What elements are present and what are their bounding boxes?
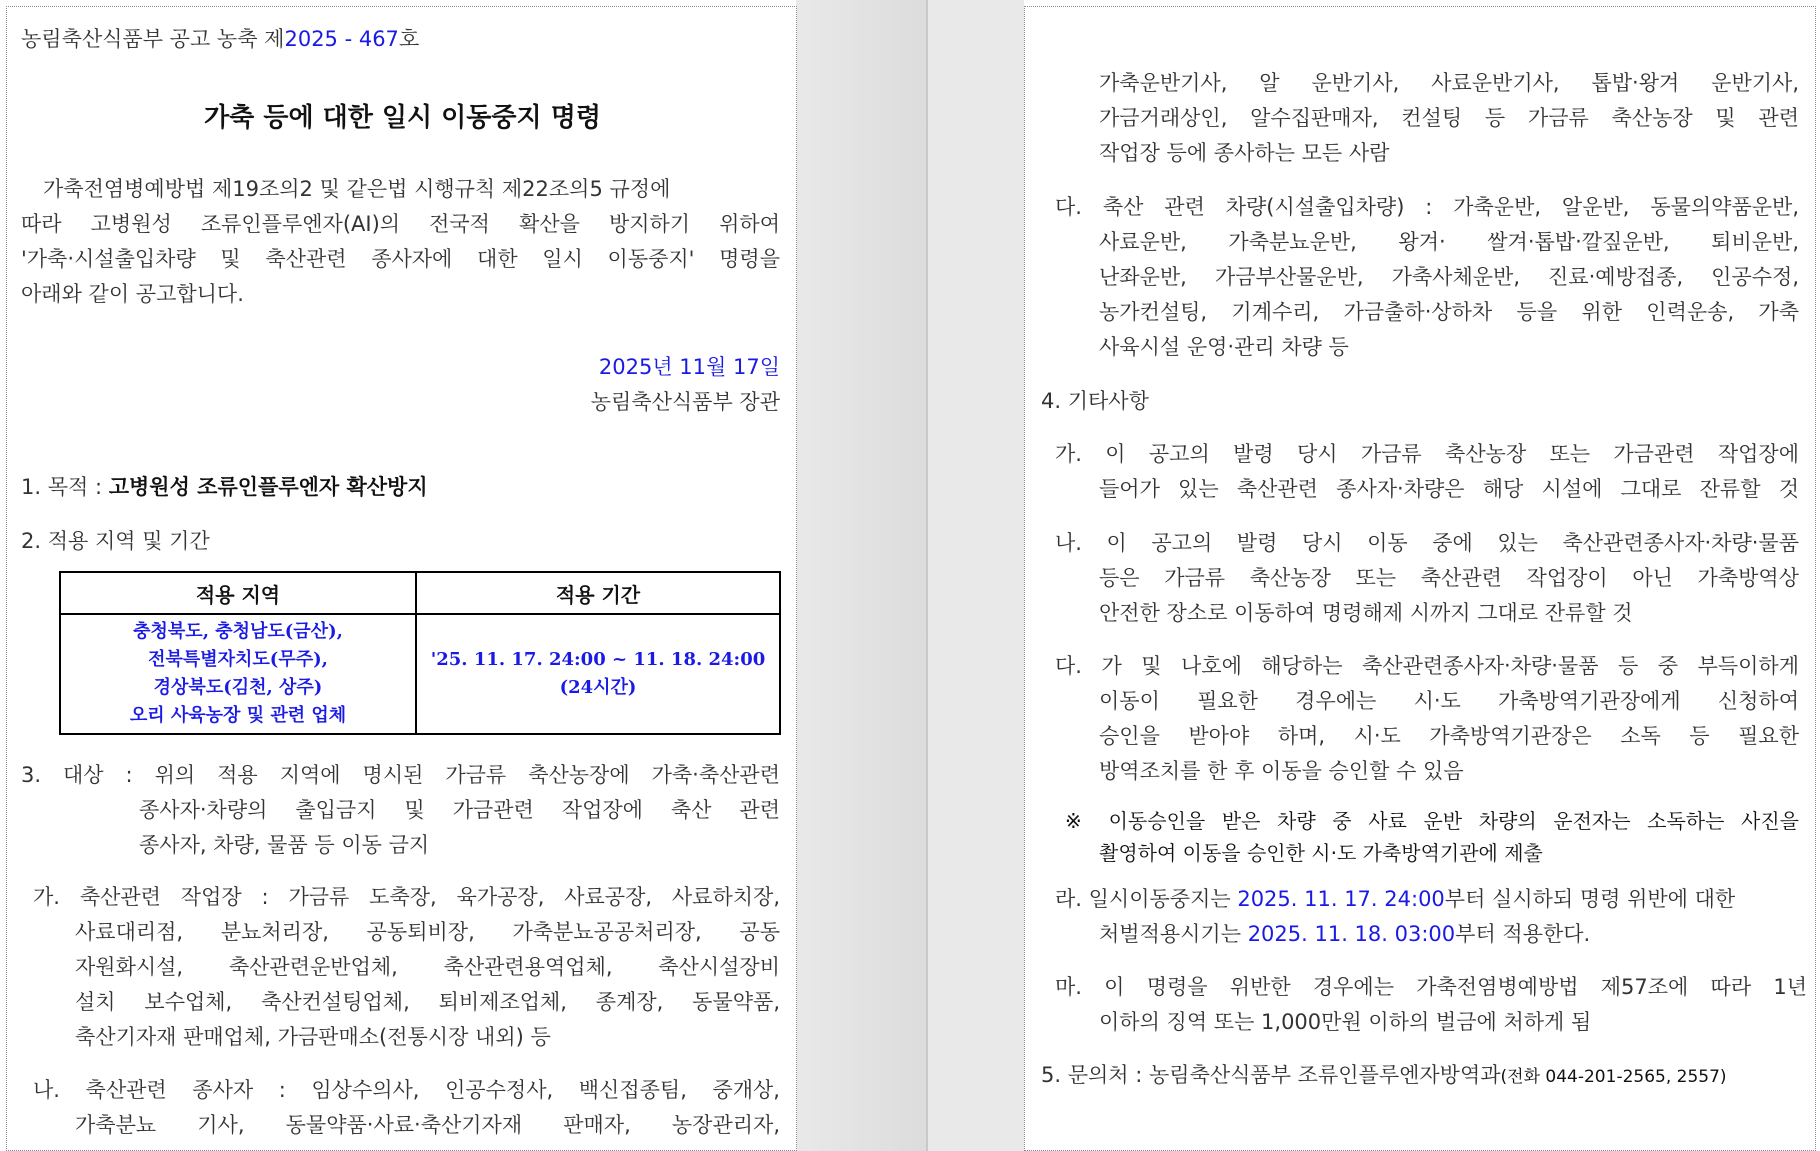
- ra-line-1-start: 라. 일시이동중지는: [1055, 887, 1238, 911]
- area-line-1: 충청북도, 충청남도(금산),: [133, 621, 343, 642]
- approval-note-line-1: ※ 이동승인을 받은 차량 중 사료 운반 차량의 운전자는 소독하는 사진을: [1065, 809, 1799, 833]
- item-ga-line-5: 축산기자재 판매업체, 가금판매소(전통시장 내외) 등: [75, 1025, 551, 1049]
- table-cell-area: [60, 614, 416, 734]
- table-cell-period: [416, 614, 780, 734]
- approval-note-line-2: 촬영하여 이동을 승인한 시‧도 가축방역기관에 제출: [1099, 841, 1543, 865]
- na-cont-line-1: 가축운반기사, 알 운반기사, 사료운반기사, 톱밥‧왕겨 운반기사,: [1099, 71, 1799, 95]
- section-1-text: 고병원성 조류인플루엔자 확산방지: [108, 475, 428, 499]
- other-ra-line-1: [1055, 885, 1799, 913]
- section-2-heading: 2. 적용 지역 및 기간: [21, 529, 210, 553]
- section-1-label: 1. 목적 :: [21, 475, 109, 499]
- notice-header: [21, 25, 419, 53]
- other-na-line-1: 나. 이 공고의 발령 당시 이동 중에 있는 축산관련종사자‧차량‧물품: [1055, 531, 1799, 555]
- section-3-line-1: 3. 대상 : 위의 적용 지역에 명시된 가금류 축산농장에 가축‧축산관련: [21, 763, 780, 787]
- intro-line-2: 따라 고병원성 조류인플루엔자(AI)의 전국적 확산을 방지하기 위하여: [21, 212, 780, 236]
- item-da-line-3: 난좌운반, 가금부산물운반, 가축사체운반, 진료‧예방접종, 인공수정,: [1099, 265, 1799, 289]
- na-cont-line-3: 작업장 등에 종사하는 모든 사람: [1099, 141, 1390, 165]
- intro-line-4: 아래와 같이 공고합니다.: [21, 282, 244, 306]
- other-ga-line-2: 들어가 있는 축산관련 종사자‧차량은 해당 시설에 그대로 잔류할 것: [1099, 477, 1799, 501]
- area-period-table: [59, 571, 781, 735]
- other-na-line-2: 등은 가금류 축산농장 또는 축산관련 작업장이 아닌 가축방역상: [1099, 566, 1799, 590]
- notice-number: 2025 - 467: [284, 27, 399, 51]
- other-ra-line-2: [1099, 920, 1590, 948]
- period-line-1: '25. 11. 17. 24:00 ~ 11. 18. 24:00: [430, 649, 766, 670]
- notice-title: 가축 등에 대한 일시 이동중지 명령: [204, 103, 601, 133]
- other-ma-line-2: 이하의 징역 또는 1,000만원 이하의 벌금에 처하게 됨: [1099, 1010, 1592, 1034]
- document-page-right: [1024, 6, 1816, 1151]
- item-ga-line-1: 가. 축산관련 작업장 : 가금류 도축장, 육가공장, 사료공장, 사료하치장,: [33, 885, 780, 909]
- item-da-line-1: 다. 축산 관련 차량(시설출입차량) : 가축운반, 알운반, 동물의약품운반,: [1055, 195, 1799, 219]
- notice-date: 2025년 11월 17일: [598, 355, 780, 379]
- notice-issuer: 농림축산식품부 장관: [590, 390, 780, 414]
- other-da-line-2: 이동이 필요한 경우에는 시‧도 가축방역기관장에게 신청하여: [1099, 689, 1799, 713]
- item-da-line-4: 농가컨설팅, 기계수리, 가금출하‧상하차 등을 위한 인력운송, 가축: [1099, 300, 1799, 324]
- ra-start-datetime: 2025. 11. 17. 24:00: [1237, 887, 1445, 911]
- document-page-left: [6, 6, 797, 1151]
- notice-header-suffix: 호: [398, 27, 420, 51]
- section-3-line-3: 종사자, 차량, 물품 등 이동 금지: [139, 833, 430, 857]
- other-da-line-4: 방역조치를 한 후 이동을 승인할 수 있음: [1099, 759, 1464, 783]
- other-da-line-1: 다. 가 및 나호에 해당하는 축산관련종사자‧차량‧물품 등 중 부득이하게: [1055, 654, 1799, 678]
- section-5-contact: [1041, 1061, 1727, 1091]
- item-ga-line-3: 자원화시설, 축산관련운반업체, 축산관련용역업체, 축산시설장비: [75, 955, 780, 979]
- other-ga-line-1: 가. 이 공고의 발령 당시 가금류 축산농장 또는 가금관련 작업장에: [1055, 442, 1799, 466]
- item-na-line-1: 나. 축산관련 종사자 : 임상수의사, 인공수정사, 백신접종팀, 중개상,: [33, 1078, 780, 1102]
- page-gutter: [796, 0, 1024, 1151]
- other-ma-line-1: 마. 이 명령을 위반한 경우에는 가축전염병예방법 제57조에 따라 1년: [1055, 975, 1807, 999]
- area-line-2: 전북특별자치도(무주),: [148, 649, 328, 670]
- area-line-4: 오리 사육농장 및 관련 업체: [129, 705, 347, 726]
- section-3-line-2: 종사자‧차량의 출입금지 및 가금관련 작업장에 축산 관련: [139, 798, 780, 822]
- item-da-line-2: 사료운반, 가축분뇨운반, 왕겨‧ 쌀겨‧톱밥‧깔짚운반, 퇴비운반,: [1099, 230, 1799, 254]
- notice-header-prefix: 농림축산식품부 공고 농축 제: [21, 27, 285, 51]
- ra-penalty-datetime: 2025. 11. 18. 03:00: [1247, 922, 1456, 946]
- period-line-2: (24시간): [559, 677, 637, 698]
- na-cont-line-2: 가금거래상인, 알수집판매자, 컨설팅 등 가금류 축산농장 및 관련: [1099, 106, 1799, 130]
- section-4-heading: 4. 기타사항: [1041, 389, 1149, 413]
- area-line-3: 경상북도(김천, 상주): [153, 677, 323, 698]
- contact-phone: (전화 044-201-2565, 2557): [1500, 1067, 1727, 1087]
- ra-line-2-start: 처벌적용시기는: [1099, 922, 1248, 946]
- contact-department: 5. 문의처 : 농림축산식품부 조류인플루엔자방역과: [1041, 1063, 1501, 1087]
- other-da-line-3: 승인을 받아야 하며, 시‧도 가축방역기관장은 소독 등 필요한: [1099, 724, 1799, 748]
- item-ga-line-2: 사료대리점, 분뇨처리장, 공동퇴비장, 가축분뇨공공처리장, 공동: [75, 920, 780, 944]
- intro-line-1: 가축전염병예방법 제19조의2 및 같은법 시행규칙 제22조의5 규정에: [43, 177, 671, 201]
- table-header-period: 적용 기간: [416, 572, 780, 614]
- other-na-line-3: 안전한 장소로 이동하여 명령해제 시까지 그대로 잔류할 것: [1099, 601, 1633, 625]
- section-1-purpose: [21, 473, 428, 501]
- item-ga-line-4: 설치 보수업체, 축산컨설팅업체, 퇴비제조업체, 종계장, 동물약품,: [75, 990, 780, 1014]
- ra-line-1-end: 부터 실시하되 명령 위반에 대한: [1444, 887, 1736, 911]
- item-na-line-2: 가축분뇨 기사, 동물약품‧사료‧축산기자재 판매자, 농장관리자,: [75, 1113, 780, 1137]
- intro-line-3: '가축‧시설출입차량 및 축산관련 종사자에 대한 일시 이동중지' 명령을: [21, 247, 780, 271]
- ra-line-2-end: 부터 적용한다.: [1455, 922, 1591, 946]
- table-header-area: 적용 지역: [60, 572, 416, 614]
- item-da-line-5: 사육시설 운영‧관리 차량 등: [1099, 335, 1349, 359]
